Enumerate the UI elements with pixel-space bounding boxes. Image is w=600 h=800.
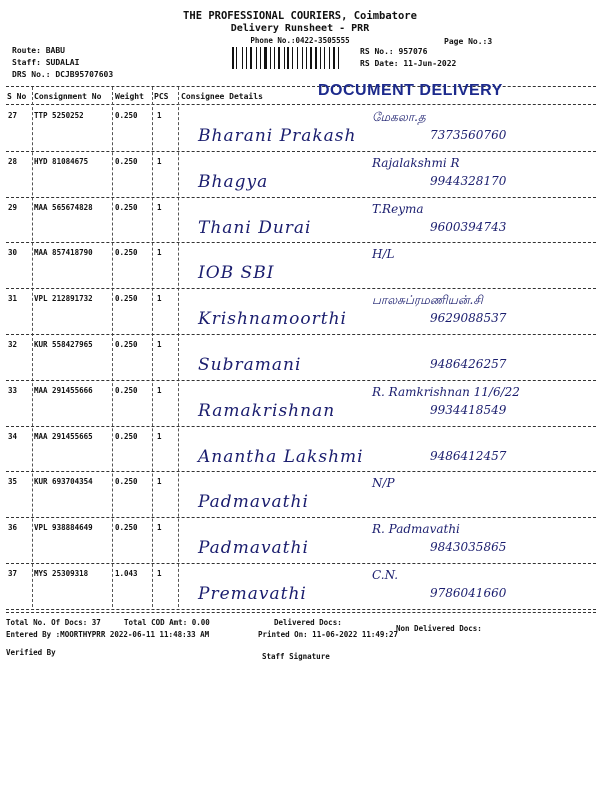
serial-number: 36 [8, 523, 18, 533]
receiver-phone: 9486412457 [430, 448, 507, 463]
non-delivered-docs: Non Delivered Docs: [396, 624, 482, 633]
col-header-consignment: Consignment No [34, 92, 102, 101]
receiver-signature: N/P [372, 476, 395, 491]
pieces: 1 [157, 111, 162, 120]
total-cod: Total COD Amt: 0.00 [124, 618, 210, 627]
serial-number: 28 [8, 156, 18, 166]
table-row [0, 381, 600, 427]
consignee-name: Thani Durai [198, 217, 312, 238]
table-row [0, 335, 600, 381]
serial-number: 34 [8, 431, 18, 441]
weight: 0.250 [115, 385, 138, 395]
phone-number: Phone No.:0422-3505555 [250, 36, 350, 45]
pieces: 1 [157, 340, 162, 349]
pieces: 1 [157, 523, 162, 533]
col-header-consignee: Consignee Details [181, 92, 263, 101]
receiver-signature: R. Ramkrishnan 11/6/22 [372, 384, 520, 399]
pieces: 1 [157, 248, 162, 258]
consignee-name: Premavathi [198, 584, 307, 604]
page-number: Page No.:3 [444, 37, 493, 46]
barcode [232, 47, 342, 69]
rs-date: RS Date: 11-Jun-2022 [360, 59, 457, 68]
consignee-name: Padmavathi [198, 492, 309, 513]
receiver-signature: H/L [372, 247, 395, 262]
consignment-number: VPL 938884649 [34, 523, 93, 533]
weight: 0.250 [115, 248, 138, 258]
consignment-number: MAA 565674828 [34, 202, 93, 212]
table-row [0, 518, 600, 564]
document-title: THE PROFESSIONAL COURIERS, Coimbatore [183, 10, 417, 22]
table-row [0, 243, 600, 289]
col-header-weight: Weight [115, 92, 144, 101]
pieces: 1 [157, 385, 162, 395]
receiver-signature: C.N. [372, 568, 399, 582]
weight: 0.250 [115, 477, 138, 487]
receiver-phone: 9944328170 [430, 173, 507, 188]
weight: 0.250 [115, 111, 138, 120]
table-row [0, 106, 600, 152]
staff-label: Staff: SUDALAI [12, 58, 80, 67]
receiver-signature: Rajalakshmi R [372, 155, 460, 170]
weight: 0.250 [115, 523, 138, 533]
consignment-number: MAA 291455666 [34, 385, 93, 395]
receiver-signature: மேகலா.த [372, 110, 426, 124]
consignment-number: HYD 81084675 [34, 156, 89, 166]
table-row [0, 472, 600, 518]
pieces: 1 [157, 569, 162, 578]
total-docs: Total No. Of Docs: 37 [6, 618, 101, 627]
col-header-sno: S No [7, 92, 27, 101]
serial-number: 37 [8, 569, 18, 578]
table-row [0, 427, 600, 473]
consignee-name: Krishnamoorthi [198, 309, 347, 330]
consignee-name: Padmavathi [198, 538, 309, 559]
serial-number: 27 [8, 111, 18, 120]
weight: 1.043 [115, 569, 138, 578]
serial-number: 30 [8, 248, 18, 258]
consignee-name: Anantha Lakshmi [198, 446, 364, 467]
receiver-phone: 9934418549 [430, 402, 507, 417]
table-row [0, 152, 600, 198]
weight: 0.250 [115, 202, 138, 212]
weight: 0.250 [115, 156, 138, 166]
weight: 0.250 [115, 294, 138, 304]
consignment-number: KUR 558427965 [34, 340, 93, 349]
drs-number: DRS No.: DCJB95707603 [12, 70, 114, 79]
delivered-docs: Delivered Docs: [274, 618, 342, 627]
receiver-phone: 9843035865 [430, 540, 507, 555]
receiver-phone: 9786041660 [430, 586, 507, 600]
row-divider [6, 609, 596, 610]
serial-number: 32 [8, 340, 18, 349]
consignment-number: MYS 25309318 [34, 569, 89, 578]
receiver-phone: 7373560760 [430, 128, 507, 142]
table-row [0, 289, 600, 335]
col-header-pcs: PCS [154, 92, 169, 101]
consignment-number: MAA 857418790 [34, 248, 93, 258]
pieces: 1 [157, 202, 162, 212]
serial-number: 33 [8, 385, 18, 395]
consignee-name: IOB SBI [198, 263, 275, 284]
consignment-number: VPL 212891732 [34, 294, 93, 304]
serial-number: 35 [8, 477, 18, 487]
consignee-name: Ramakrishnan [198, 400, 336, 421]
table-row [0, 564, 600, 610]
rs-number: RS No.: 957076 [360, 47, 428, 56]
receiver-signature: R. Padmavathi [372, 522, 460, 537]
consignee-name: Bhagya [198, 171, 269, 192]
weight: 0.250 [115, 431, 138, 441]
staff-signature: Staff Signature [262, 652, 330, 661]
consignee-name: Subramani [198, 355, 302, 375]
pieces: 1 [157, 477, 162, 487]
consignment-number: TTP 5250252 [34, 111, 84, 120]
weight: 0.250 [115, 340, 138, 349]
entered-by: Entered By :MOORTHYPRR 2022-06-11 11:48:33 AM [6, 630, 210, 639]
receiver-phone: 9486426257 [430, 357, 507, 371]
consignment-number: KUR 693704354 [34, 477, 93, 487]
table-row [0, 198, 600, 244]
pieces: 1 [157, 294, 162, 304]
header-bottom-rule [6, 104, 596, 105]
receiver-signature: T.Reyma [372, 201, 424, 216]
serial-number: 29 [8, 202, 18, 212]
header-top-rule [6, 86, 596, 87]
document-subtitle: Delivery Runsheet - PRR [230, 23, 370, 34]
verified-by: Verified By [6, 648, 56, 657]
consignee-name: Bharani Prakash [198, 126, 357, 146]
footer-rule [6, 612, 596, 613]
receiver-phone: 9600394743 [430, 219, 507, 234]
pieces: 1 [157, 156, 162, 166]
document-delivery-stamp: DOCUMENT DELIVERY [318, 82, 503, 99]
pieces: 1 [157, 431, 162, 441]
consignment-number: MAA 291455665 [34, 431, 93, 441]
receiver-signature: பாலசுப்ரமணியன்.சி [372, 293, 483, 308]
printed-on: Printed On: 11-06-2022 11:49:27 [258, 630, 398, 639]
serial-number: 31 [8, 294, 18, 304]
receiver-phone: 9629088537 [430, 311, 507, 326]
route-label: Route: BABU [12, 46, 65, 55]
